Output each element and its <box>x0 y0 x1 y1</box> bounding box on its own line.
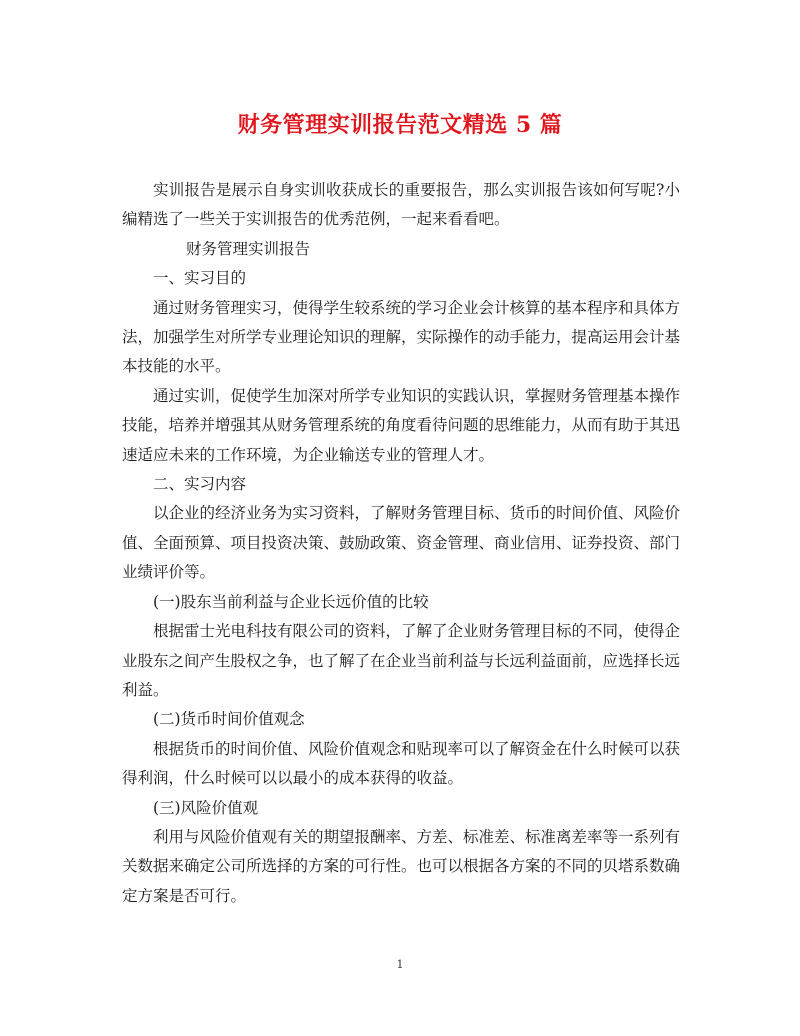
document-title: 财务管理实训报告范文精选 5 篇 <box>237 112 563 138</box>
body-paragraph: 根据货币的时间价值、风险价值观念和贴现率可以了解资金在什么时候可以获得利润，什么时候可以以最小的成本获得的收益。 <box>122 739 681 788</box>
intro-paragraph: 实训报告是展示自身实训收获成长的重要报告，那么实训报告该如何写呢?小编精选了一些关于实训报告的优秀范例，一起来看看吧。 <box>122 181 680 229</box>
body-paragraph: 通过财务管理实习，使得学生较系统的学习企业会计核算的基本程序和具体方法，加强学生对所学专业理论知识的理解，实际操作的动手能力，提高运用会计基本技能的水平。 <box>122 298 681 376</box>
section-heading-content: 二、实习内容 <box>153 475 247 494</box>
report-subtitle: 财务管理实训报告 <box>186 239 311 258</box>
body-paragraph: 根据雷士光电科技有限公司的资料，了解了企业财务管理目标的不同，使得企业股东之间产生股权之争，也了解了在企业当前利益与长远利益面前，应选择长远利益。 <box>122 622 681 699</box>
subsection-heading: (一)股东当前利益与企业长远价值的比较 <box>153 592 429 611</box>
body-paragraph: 利用与风险价值观有关的期望报酬率、方差、标准差、标准离差率等一系列有关数据来确定公司所选择的方案的可行性。也可以根据各方案的不同的贝塔系数确定方案是否可行。 <box>122 827 681 905</box>
body-paragraph: 以企业的经济业务为实习资料，了解财务管理目标、货币的时间价值、风险价值、全面预算、项目投资决策、鼓励政策、资金管理、商业信用、证券投资、部门业绩评价等。 <box>122 504 681 582</box>
page-number: 1 <box>396 958 404 971</box>
document-body <box>122 176 680 911</box>
body-paragraph: 通过实训，促使学生加深对所学专业知识的实践认识，掌握财务管理基本操作技能，培养并增强其从财务管理系统的角度看待问题的思维能力，从而有助于其迅速适应未来的工作环境，为企业输送专业的管理人才。 <box>122 386 681 464</box>
subsection-heading: (三)风险价值观 <box>153 798 259 817</box>
subsection-heading: (二)货币时间价值观念 <box>153 710 305 729</box>
section-heading-purpose: 一、实习目的 <box>153 269 247 288</box>
